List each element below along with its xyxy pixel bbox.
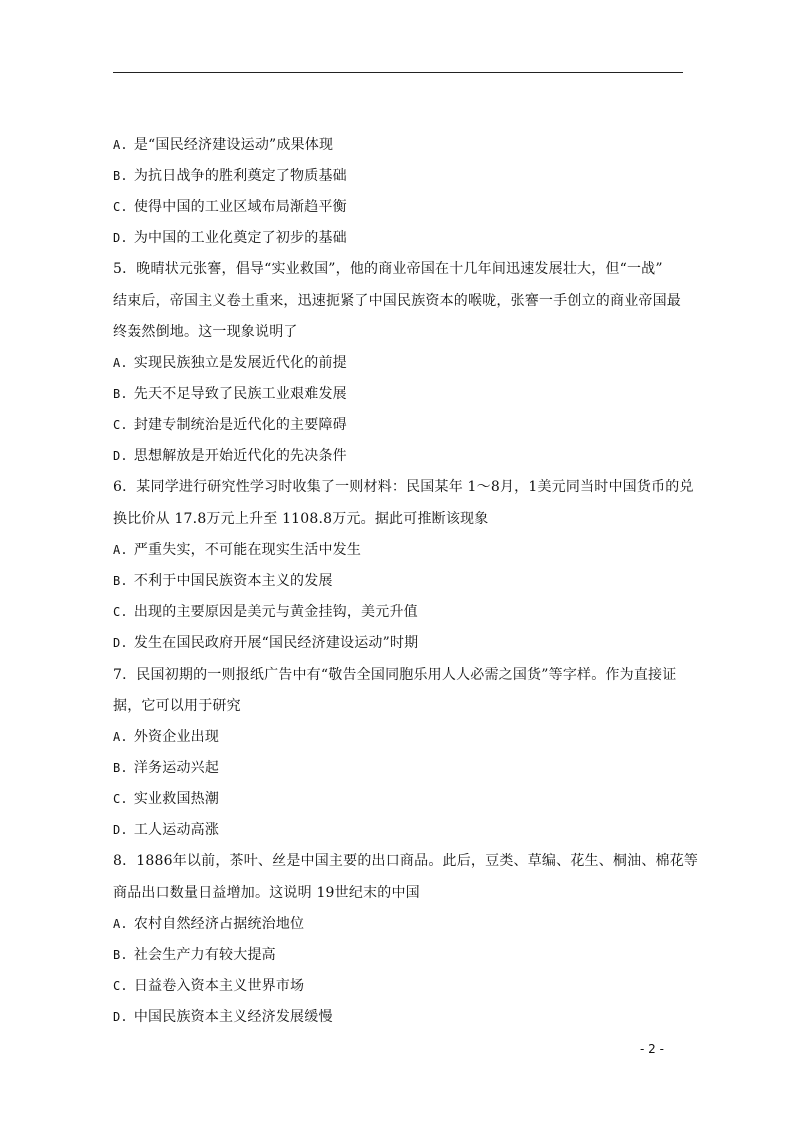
- answer-option: [113, 198, 347, 216]
- option-text: 实现民族独立是发展近代化的前提: [133, 355, 347, 371]
- answer-option: [113, 447, 347, 465]
- option-text: 发生在国民政府开展“国民经济建设运动”时期: [133, 635, 419, 651]
- option-text: 不利于中国民族资本主义的发展: [133, 573, 333, 589]
- answer-option: [113, 821, 219, 839]
- question-stem-line: 商品出口数量日益增加。这说明 19世纪末的中国: [113, 885, 420, 901]
- question-stem-line: 8．1886年以前，茶叶、丝是中国主要的出口商品。此后，豆类、草编、花生、桐油、棉花等: [113, 853, 699, 869]
- option-text: 严重失实，不可能在现实生活中发生: [133, 542, 362, 558]
- question-stem-line: 终轰然倒地。这一现象说明了: [113, 324, 298, 340]
- answer-option: [113, 977, 304, 995]
- answer-option: [113, 229, 347, 247]
- option-letter: B.: [113, 948, 128, 962]
- option-letter: A.: [113, 917, 128, 931]
- option-letter: A.: [113, 543, 128, 557]
- answer-option: [113, 541, 361, 559]
- option-letter: B.: [113, 574, 128, 588]
- option-text: 思想解放是开始近代化的先决条件: [133, 448, 347, 464]
- option-letter: C.: [113, 418, 128, 432]
- answer-option: [113, 634, 418, 652]
- option-text: 为抗日战争的胜利奠定了物质基础: [133, 168, 347, 184]
- answer-option: [113, 728, 219, 746]
- header-rule: [113, 72, 683, 73]
- answer-option: [113, 416, 347, 434]
- answer-option: [113, 167, 347, 185]
- option-letter: D.: [113, 449, 128, 463]
- option-letter: A.: [113, 730, 128, 744]
- answer-option: [113, 385, 347, 403]
- question-stem-line: 换比价从 17.8万元上升至 1108.8万元。据此可推断该现象: [113, 511, 489, 527]
- option-letter: D.: [113, 231, 128, 245]
- page-number: - 2 -: [640, 1042, 664, 1056]
- option-text: 社会生产力有较大提高: [133, 947, 276, 963]
- question-stem-line: 据，它可以用于研究: [113, 698, 241, 714]
- option-letter: D.: [113, 823, 128, 837]
- option-letter: B.: [113, 169, 128, 183]
- option-text: 洋务运动兴起: [133, 760, 220, 776]
- option-letter: D.: [113, 636, 128, 650]
- option-letter: B.: [113, 761, 128, 775]
- option-text: 封建专制统治是近代化的主要障碍: [133, 417, 347, 433]
- option-text: 出现的主要原因是美元与黄金挂钩，美元升值: [133, 604, 418, 620]
- question-stem-line: 6．某同学进行研究性学习时收集了一则材料：民国某年 1～8月，1美元同当时中国货币的兑: [113, 479, 694, 495]
- option-letter: A.: [113, 138, 128, 152]
- option-text: 外资企业出现: [133, 729, 220, 745]
- option-text: 使得中国的工业区域布局渐趋平衡: [133, 199, 347, 215]
- option-letter: D.: [113, 1010, 128, 1024]
- option-letter: C.: [113, 200, 128, 214]
- option-text: 实业救国热潮: [133, 791, 220, 807]
- answer-option: [113, 790, 219, 808]
- option-letter: C.: [113, 792, 128, 806]
- answer-option: [113, 572, 333, 590]
- answer-option: [113, 603, 418, 621]
- question-stem-line: 5．晚晴状元张謇，倡导“实业救国”，他的商业帝国在十几年间迅速发展壮大，但“一战”: [113, 261, 663, 277]
- answer-option: [113, 354, 347, 372]
- answer-option: [113, 1008, 333, 1026]
- option-text: 先天不足导致了民族工业艰难发展: [133, 386, 347, 402]
- question-stem-line: 结束后，帝国主义卷土重来，迅速扼紧了中国民族资本的喉咙，张謇一手创立的商业帝国最: [113, 293, 681, 309]
- option-letter: C.: [113, 605, 128, 619]
- answer-option: [113, 136, 333, 154]
- option-text: 工人运动高涨: [133, 822, 220, 838]
- answer-option: [113, 946, 276, 964]
- option-text: 中国民族资本主义经济发展缓慢: [133, 1009, 333, 1025]
- option-text: 是“国民经济建设运动”成果体现: [133, 137, 334, 153]
- question-stem-line: 7．民国初期的一则报纸广告中有“敬告全国同胞乐用人人必需之国货”等字样。作为直接证: [113, 667, 677, 683]
- option-text: 日益卷入资本主义世界市场: [133, 978, 305, 994]
- option-text: 为中国的工业化奠定了初步的基础: [133, 230, 347, 246]
- option-letter: C.: [113, 979, 128, 993]
- option-text: 农村自然经济占据统治地位: [133, 916, 305, 932]
- answer-option: [113, 915, 304, 933]
- answer-option: [113, 759, 219, 777]
- option-letter: A.: [113, 356, 128, 370]
- option-letter: B.: [113, 387, 128, 401]
